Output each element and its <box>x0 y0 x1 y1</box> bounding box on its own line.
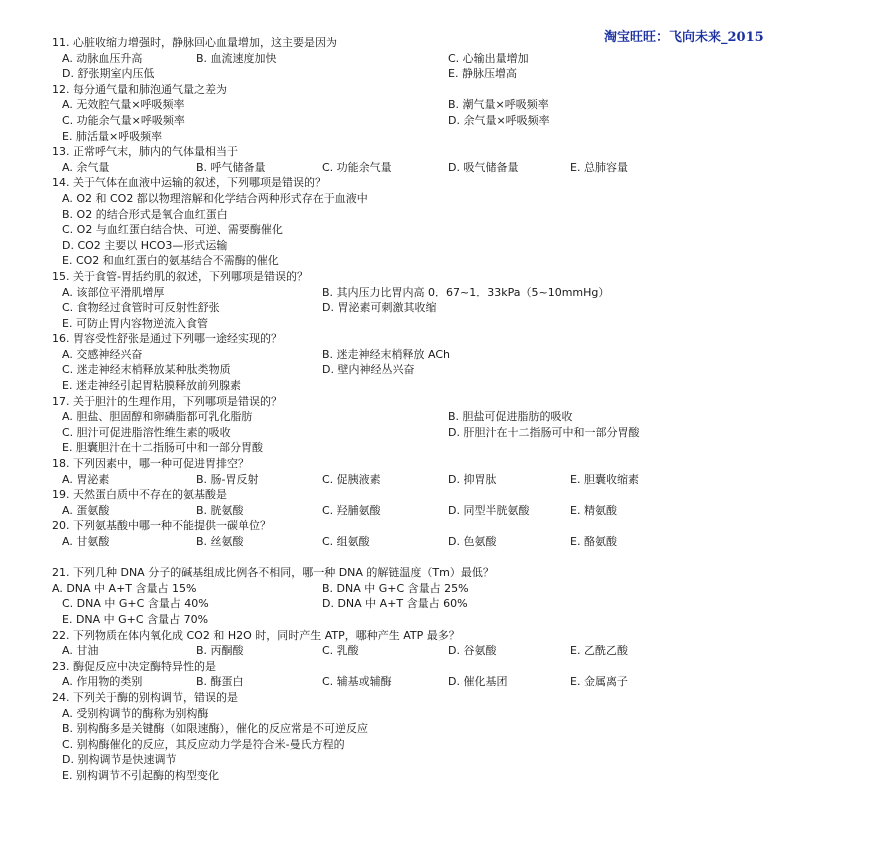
question-11 <box>52 35 852 82</box>
question-stem: 20. 下列氨基酸中哪一种不能提供一碳单位？ <box>52 519 271 533</box>
option-b: B. 呼气储备量 <box>196 160 266 174</box>
option-d: D. 肝胆汁在十二指肠可中和一部分胃酸 <box>448 425 640 439</box>
question-stem: 13. 正常呼气末，肺内的气体量相当于 <box>52 145 238 159</box>
option-d: D. 别构调节是快速调节 <box>62 753 177 767</box>
option-c: C. 迷走神经末梢释放某种肽类物质 <box>62 363 231 377</box>
option-e: E. 迷走神经引起胃粘膜释放前列腺素 <box>62 379 241 393</box>
option-e: E. 金属离子 <box>570 675 628 689</box>
option-a: A. 胆盐、胆固醇和卵磷脂都可乳化脂肪 <box>62 410 253 424</box>
option-d: D. 谷氨酸 <box>448 644 497 658</box>
option-e: E. DNA 中 G+C 含量占 70% <box>62 612 209 626</box>
question-24 <box>52 690 852 784</box>
spacer <box>52 550 852 566</box>
question-13 <box>52 144 852 175</box>
option-d: D. 胃泌素可刺激其收缩 <box>322 301 437 315</box>
option-c: C. 食物经过食管时可反射性舒张 <box>62 301 220 315</box>
question-14 <box>52 175 852 269</box>
option-a: A. 甘油 <box>62 644 99 658</box>
option-e: E. 肺活量×呼吸频率 <box>62 129 163 143</box>
option-a: A. 作用物的类别 <box>62 675 143 689</box>
option-a: A. O2 和 CO2 都以物理溶解和化学结合两种形式存在于血液中 <box>62 191 368 205</box>
option-d: D. 抑胃肽 <box>448 472 497 486</box>
question-12 <box>52 82 852 144</box>
option-c: C. 心输出量增加 <box>448 51 529 65</box>
option-c: C. 组氨酸 <box>322 535 370 548</box>
option-e: E. 胆囊胆汁在十二指肠可中和一部分胃酸 <box>62 441 263 455</box>
question-stem: 17. 关于胆汁的生理作用，下列哪项是错误的？ <box>52 394 282 408</box>
option-a: A. 甘氨酸 <box>62 535 110 548</box>
option-a: A. 动脉血压升高 <box>62 51 143 65</box>
option-a: A. 余气量 <box>62 160 110 174</box>
option-a: A. 该部位平滑肌增厚 <box>62 285 165 299</box>
option-c: C. O2 与血红蛋白结合快、可逆、需要酶催化 <box>62 223 283 237</box>
option-c: C. DNA 中 G+C 含量占 40% <box>62 597 209 611</box>
option-e: E. CO2 和血红蛋白的氨基结合不需酶的催化 <box>62 254 279 268</box>
question-20 <box>52 518 852 549</box>
option-b: B. 别构酶多是关键酶（如限速酶），催化的反应常是不可逆反应 <box>62 722 369 736</box>
question-stem: 21. 下列几种 DNA 分子的碱基组成比例各不相同，哪一种 DNA 的解链温度（Tm）最低？ <box>52 566 494 580</box>
option-b: B. 潮气量×呼吸频率 <box>448 98 549 112</box>
option-d: D. 壁内神经丛兴奋 <box>322 363 415 377</box>
question-22 <box>52 628 852 659</box>
option-b: B. 丙酮酸 <box>196 644 244 658</box>
question-stem: 12. 每分通气量和肺泡通气量之差为 <box>52 82 227 96</box>
question-21 <box>52 565 852 627</box>
option-d: D. 催化基团 <box>448 675 508 689</box>
option-d: D. 吸气储备量 <box>448 160 519 174</box>
question-stem: 23. 酶促反应中决定酶特异性的是 <box>52 659 216 673</box>
question-18 <box>52 456 852 487</box>
question-stem: 15. 关于食管-胃括约肌的叙述，下列哪项是错误的？ <box>52 269 308 283</box>
question-document <box>52 35 852 784</box>
option-c: C. 辅基或辅酶 <box>322 675 392 689</box>
option-c: C. 功能余气量 <box>322 160 392 174</box>
option-c: C. 功能余气量×呼吸频率 <box>62 113 185 127</box>
option-c: C. 羟脯氨酸 <box>322 503 381 517</box>
option-d: D. 舒张期室内压低 <box>62 67 155 81</box>
option-c: C. 乳酸 <box>322 644 359 658</box>
watermark-text: 淘宝旺旺：飞向未来_2015 <box>604 30 764 45</box>
option-c: C. 别构酶催化的反应，其反应动力学是符合米-曼氏方程的 <box>62 737 345 751</box>
option-e: E. 别构调节不引起酶的构型变化 <box>62 768 219 782</box>
option-a: A. 蛋氨酸 <box>62 503 110 517</box>
option-d: D. 余气量×呼吸频率 <box>448 113 550 127</box>
question-stem: 18. 下列因素中，哪一种可促进胃排空？ <box>52 457 249 471</box>
option-e: E. 精氨酸 <box>570 503 617 517</box>
option-d: D. 色氨酸 <box>448 535 497 548</box>
option-a: A. 受别构调节的酶称为别构酶 <box>62 706 209 720</box>
option-b: B. 迷走神经末梢释放 ACh <box>322 347 451 361</box>
question-stem: 16. 胃容受性舒张是通过下列哪一途经实现的？ <box>52 332 282 346</box>
option-b: B. 胆盐可促进脂肪的吸收 <box>448 410 573 424</box>
question-23 <box>52 659 852 690</box>
option-b: B. 酶蛋白 <box>196 675 244 689</box>
option-b: B. DNA 中 G+C 含量占 25% <box>322 581 469 595</box>
option-b: B. 肠-胃反射 <box>196 472 259 486</box>
question-16 <box>52 331 852 393</box>
option-e: E. 静脉压增高 <box>448 67 517 81</box>
option-a: A. 无效腔气量×呼吸频率 <box>62 98 185 112</box>
option-a: A. DNA 中 A+T 含量占 15% <box>52 581 197 595</box>
option-e: E. 酪氨酸 <box>570 535 617 548</box>
option-e: E. 总肺容量 <box>570 160 628 174</box>
question-15 <box>52 269 852 331</box>
option-d: D. DNA 中 A+T 含量占 60% <box>322 597 468 611</box>
option-b: B. 丝氨酸 <box>196 535 244 548</box>
option-c: C. 胆汁可促进脂溶性维生素的吸收 <box>62 425 231 439</box>
option-e: E. 胆囊收缩素 <box>570 472 639 486</box>
option-e: E. 可防止胃内容物逆流入食管 <box>62 316 208 330</box>
option-e: E. 乙酰乙酸 <box>570 644 628 658</box>
option-c: C. 促胰液素 <box>322 472 381 486</box>
option-a: A. 胃泌素 <box>62 472 110 486</box>
question-stem: 24. 下列关于酶的别构调节，错误的是 <box>52 690 238 704</box>
question-stem: 11. 心脏收缩力增强时，静脉回心血量增加，这主要是因为 <box>52 36 337 49</box>
question-19 <box>52 487 852 518</box>
option-b: B. 胱氨酸 <box>196 503 244 517</box>
question-stem: 14. 关于气体在血液中运输的叙述，下列哪项是错误的？ <box>52 176 326 190</box>
option-b: B. 其内压力比胃内高 0．67~1．33kPa（5~10mmHg） <box>322 285 610 299</box>
option-a: A. 交感神经兴奋 <box>62 347 143 361</box>
option-d: D. CO2 主要以 HCO3—形式运输 <box>62 238 228 252</box>
option-d: D. 同型半胱氨酸 <box>448 503 530 517</box>
option-b: B. 血流速度加快 <box>196 51 277 65</box>
option-b: B. O2 的结合形式是氧合血红蛋白 <box>62 207 228 221</box>
question-17 <box>52 394 852 456</box>
question-stem: 19. 天然蛋白质中不存在的氨基酸是 <box>52 488 227 502</box>
question-stem: 22. 下列物质在体内氧化成 CO2 和 H2O 时，同时产生 ATP，哪种产生 ATP 最多？ <box>52 628 460 642</box>
